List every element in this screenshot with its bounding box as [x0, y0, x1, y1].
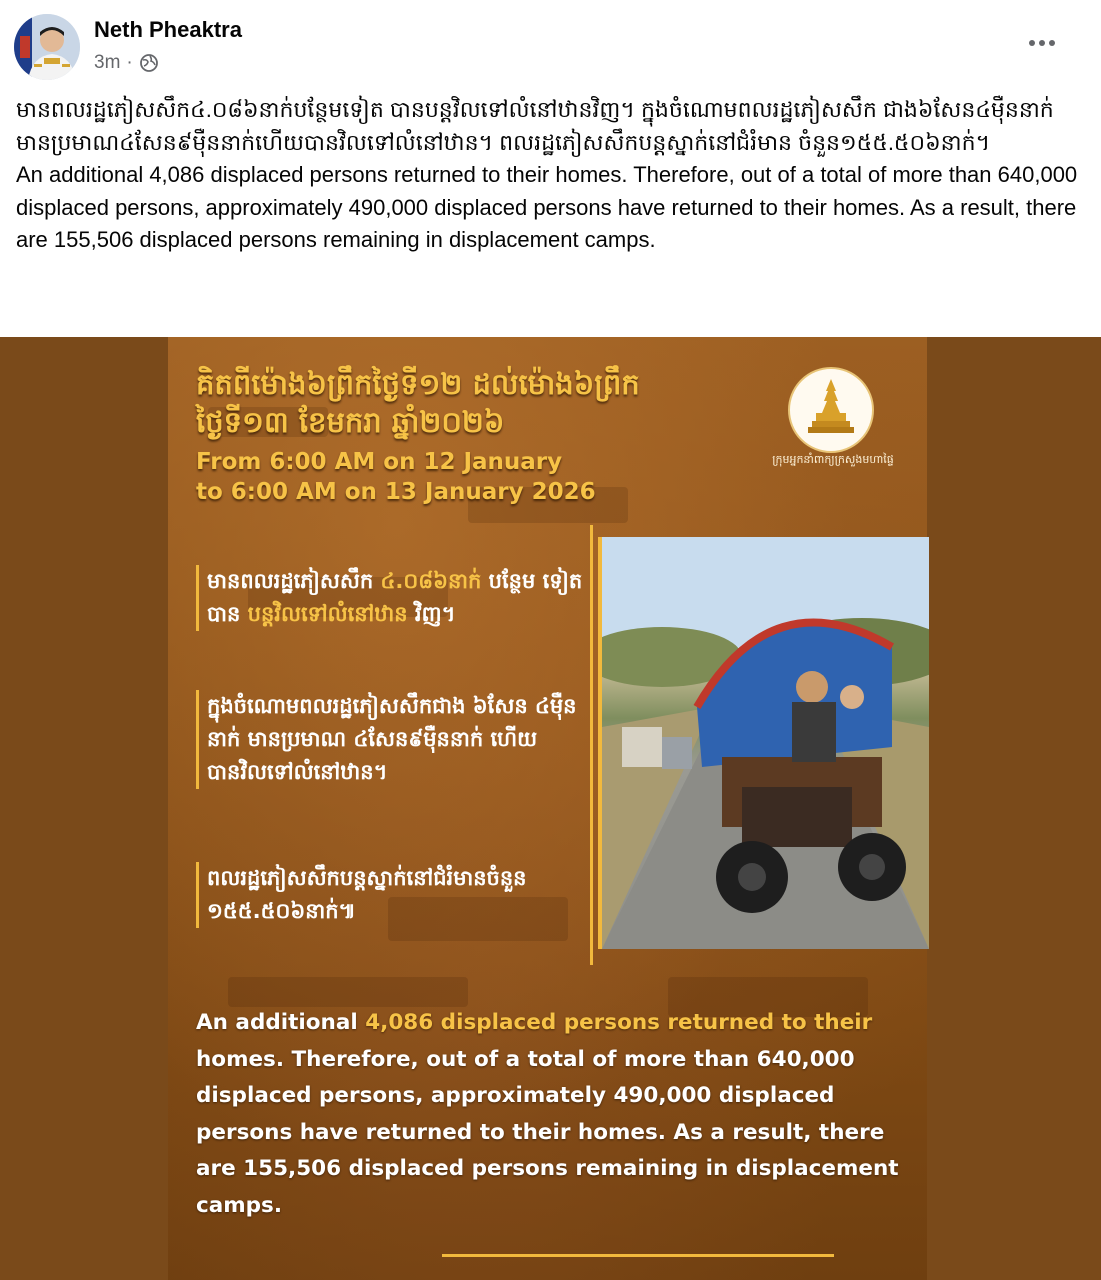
- tractor-returning-photo: [598, 537, 929, 949]
- english-paragraph: [196, 1005, 916, 1224]
- en-text-2: homes. Therefore, out of a total of more than 640,000 displaced persons, approximately 490,000 displaced persons have returned to their homes. As a result, there are 155,506 displaced persons remaining in displacement camps.: [196, 1046, 899, 1218]
- more-options-button[interactable]: [1021, 28, 1063, 58]
- khmer-paragraph-3: ពលរដ្ឋភៀសសឹកបន្តស្នាក់នៅជំរំមានចំនួន ១៥៥.៥០៦នាក់៕: [196, 862, 587, 928]
- more-dot: [1039, 40, 1045, 46]
- km1-text: មានពលរដ្ឋភៀសសឹក: [207, 569, 381, 593]
- photo-scene: [602, 537, 929, 949]
- en-text-1: An additional: [196, 1010, 366, 1035]
- title-english-line-1: From 6:00 AM on 12 January: [196, 449, 563, 475]
- km1-text-2: បន្ថែម ទៀតបាន: [207, 569, 583, 626]
- background-texture: [228, 977, 468, 1007]
- post-text: [16, 94, 1086, 257]
- infographic-title-khmer: [196, 365, 756, 441]
- title-english-line-2: to 6:00 AM on 13 January 2026: [196, 479, 596, 505]
- title-khmer-line-2: ថ្ងៃទី១៣ ខែមករា ឆ្នាំ២០២៦: [196, 405, 505, 439]
- image-border-left: [0, 337, 168, 1280]
- km1-text-3: វិញ។: [407, 602, 456, 626]
- post-meta: [94, 52, 159, 74]
- globe-icon[interactable]: [139, 53, 159, 73]
- post-text-khmer: មានពលរដ្ឋភៀសសឹក៤.០៨៦នាក់បន្ថែមទៀត បានបន្តវិលទៅលំនៅឋានវិញ។ ក្នុងចំណោមពលរដ្ឋភៀសសឹក ជាង៦សែន៤ម៉ឺននាក់ មានប្រមាណ៤សែន៩ម៉ឺននាក់ហើយបានវិលទៅលំនៅឋាន។ ពលរដ្ឋភៀសសឹកបន្តស្នាក់នៅជំរំមាន ចំនួន១៥៥.៥០៦នាក់។: [16, 97, 1054, 155]
- khmer-paragraph-1: [196, 565, 587, 631]
- infographic-title-english: [196, 447, 756, 507]
- post-time[interactable]: 3m: [94, 52, 121, 73]
- post-image[interactable]: [0, 337, 1101, 1280]
- khmer-paragraph-2: ក្នុងចំណោមពលរដ្ឋភៀសសឹកជាង ៦សែន ៤ម៉ឺននាក់ មានប្រមាណ ៤សែន៩ម៉ឺននាក់ ហើយបានវិលទៅលំនៅឋាន។: [196, 690, 587, 789]
- km1-highlight-number: ៤.០៨៦នាក់: [380, 569, 482, 593]
- avatar-image: [14, 14, 80, 80]
- km1-highlight-return: បន្តវិលទៅលំនៅឋាន: [247, 602, 408, 626]
- en-highlight: 4,086 displaced persons returned to their: [365, 1010, 873, 1035]
- image-border-right: [927, 337, 1101, 1280]
- more-dot: [1049, 40, 1055, 46]
- author-name[interactable]: Neth Pheaktra: [94, 17, 242, 42]
- ministry-seal-icon: [788, 367, 874, 453]
- seal-graphic: [790, 369, 872, 451]
- author-avatar[interactable]: [14, 14, 80, 80]
- bottom-divider: [442, 1254, 834, 1257]
- vertical-divider: [590, 525, 593, 965]
- meta-separator: ·: [126, 52, 133, 73]
- post-text-english: An additional 4,086 displaced persons returned to their homes. Therefore, out of a total of more than 640,000 displaced persons, approximately 490,000 displaced persons have returned to their homes. As a result, there are 155,506 displaced persons remaining in displacement camps.: [16, 162, 1078, 252]
- infographic: [168, 337, 927, 1280]
- title-khmer-line-1: គិតពីម៉ោង៦ព្រឹកថ្ងៃទី១២ ដល់ម៉ោង៦ព្រឹក: [196, 367, 640, 401]
- more-horizontal-icon: [1029, 40, 1035, 46]
- ministry-caption: ក្រុមអ្នកនាំពាក្យក្រសួងមហាផ្ទៃ: [772, 453, 894, 466]
